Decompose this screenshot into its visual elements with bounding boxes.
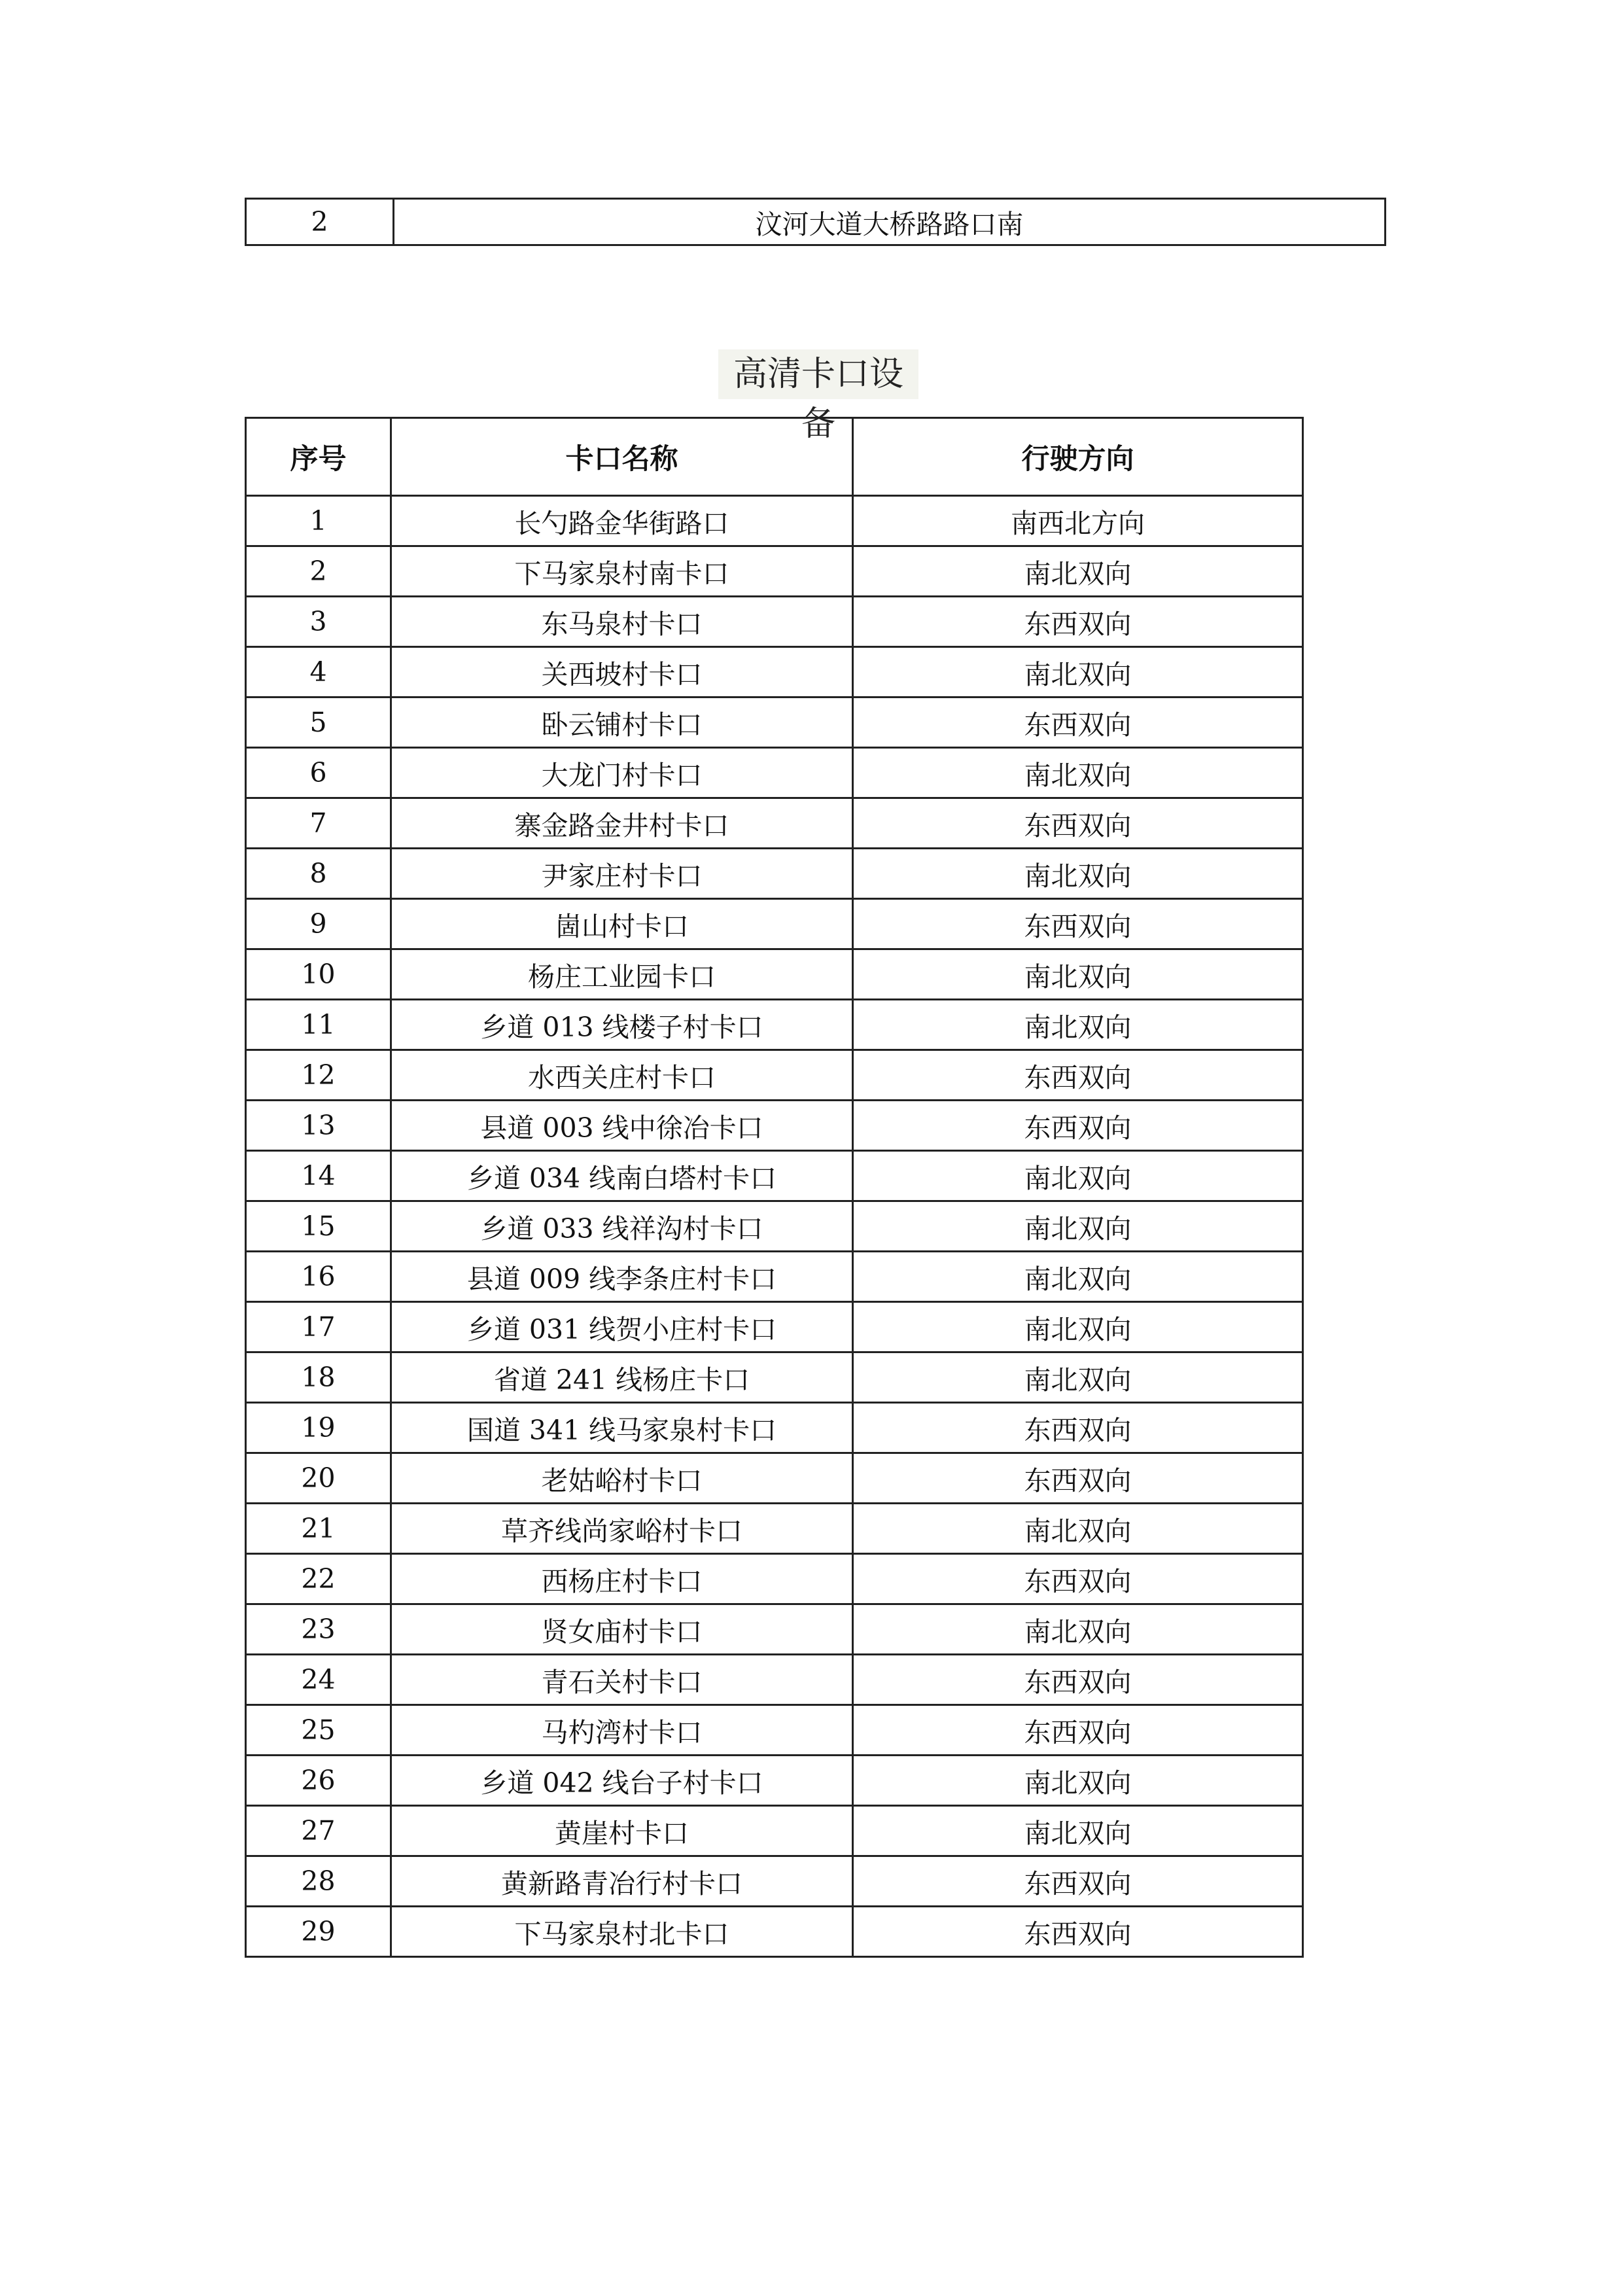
cell-direction: 东西双向 bbox=[853, 1655, 1303, 1705]
table-row bbox=[246, 1655, 1303, 1705]
cell-direction: 南北双向 bbox=[853, 1201, 1303, 1252]
cell-direction: 南北双向 bbox=[853, 1302, 1303, 1352]
table-row bbox=[246, 199, 1386, 245]
cell-no: 8 bbox=[246, 849, 391, 899]
cell-name: 下马家泉村南卡口 bbox=[391, 546, 853, 597]
cell-no: 20 bbox=[246, 1453, 391, 1504]
table-row bbox=[246, 1000, 1303, 1050]
cell-direction: 东西双向 bbox=[853, 1554, 1303, 1604]
cell-direction: 南北双向 bbox=[853, 546, 1303, 597]
table-row bbox=[246, 1604, 1303, 1655]
cell-direction: 南北双向 bbox=[853, 1806, 1303, 1856]
table-row bbox=[246, 1201, 1303, 1252]
continued-table-body bbox=[246, 199, 1386, 245]
cell-no: 25 bbox=[246, 1705, 391, 1756]
table-header-row bbox=[246, 418, 1303, 496]
cell-direction: 南北双向 bbox=[853, 1352, 1303, 1403]
cell-name: 长勺路金华街路口 bbox=[391, 496, 853, 546]
header-direction: 行驶方向 bbox=[853, 418, 1303, 496]
cell-direction: 东西双向 bbox=[853, 798, 1303, 849]
cell-direction: 南北双向 bbox=[853, 1604, 1303, 1655]
cell-name: 国道 341 线马家泉村卡口 bbox=[391, 1403, 853, 1453]
cell-no: 18 bbox=[246, 1352, 391, 1403]
cell-name: 县道 003 线中徐冶卡口 bbox=[391, 1101, 853, 1151]
cell-direction: 东西双向 bbox=[853, 1907, 1303, 1957]
table-row bbox=[246, 798, 1303, 849]
cell-no: 22 bbox=[246, 1554, 391, 1604]
cell-direction: 东西双向 bbox=[853, 1050, 1303, 1101]
cell-no: 28 bbox=[246, 1856, 391, 1907]
cell-no: 5 bbox=[246, 698, 391, 748]
cell-name: 大龙门村卡口 bbox=[391, 748, 853, 798]
header-no: 序号 bbox=[246, 418, 391, 496]
cell-direction: 南北双向 bbox=[853, 1151, 1303, 1201]
cell-direction: 南西北方向 bbox=[853, 496, 1303, 546]
cell-direction: 南北双向 bbox=[853, 1000, 1303, 1050]
cell-direction: 南北双向 bbox=[853, 1756, 1303, 1806]
cell-name: 省道 241 线杨庄卡口 bbox=[391, 1352, 853, 1403]
table-row bbox=[246, 1554, 1303, 1604]
cell-name: 乡道 013 线楼子村卡口 bbox=[391, 1000, 853, 1050]
table-row bbox=[246, 1504, 1303, 1554]
cell-no: 26 bbox=[246, 1756, 391, 1806]
table-row bbox=[246, 1101, 1303, 1151]
cell-no: 29 bbox=[246, 1907, 391, 1957]
table-row bbox=[246, 1705, 1303, 1756]
cell-no: 19 bbox=[246, 1403, 391, 1453]
table-row bbox=[246, 496, 1303, 546]
cell-no: 15 bbox=[246, 1201, 391, 1252]
table-row bbox=[246, 849, 1303, 899]
cell-name: 黄新路青冶行村卡口 bbox=[391, 1856, 853, 1907]
cell-direction: 东西双向 bbox=[853, 1101, 1303, 1151]
cell-direction: 南北双向 bbox=[853, 849, 1303, 899]
cell-no: 2 bbox=[246, 546, 391, 597]
header-name: 卡口名称 bbox=[391, 418, 853, 496]
cell-name: 县道 009 线李条庄村卡口 bbox=[391, 1252, 853, 1302]
cell-no: 12 bbox=[246, 1050, 391, 1101]
cell-name: 草齐线尚家峪村卡口 bbox=[391, 1504, 853, 1554]
continued-table bbox=[245, 198, 1386, 246]
cell-direction: 东西双向 bbox=[853, 899, 1303, 949]
checkpoint-table-body bbox=[246, 496, 1303, 1957]
cell-name: 贤女庙村卡口 bbox=[391, 1604, 853, 1655]
cell-direction: 南北双向 bbox=[853, 748, 1303, 798]
cell-no: 23 bbox=[246, 1604, 391, 1655]
table-row bbox=[246, 1151, 1303, 1201]
cell-direction: 南北双向 bbox=[853, 1504, 1303, 1554]
table-row bbox=[246, 899, 1303, 949]
cell-no: 16 bbox=[246, 1252, 391, 1302]
cell-no: 7 bbox=[246, 798, 391, 849]
table-row bbox=[246, 1352, 1303, 1403]
table-row bbox=[246, 1756, 1303, 1806]
table-row bbox=[246, 698, 1303, 748]
cell-direction: 南北双向 bbox=[853, 1252, 1303, 1302]
table-row bbox=[246, 949, 1303, 1000]
cell-name: 崮山村卡口 bbox=[391, 899, 853, 949]
cell-name: 西杨庄村卡口 bbox=[391, 1554, 853, 1604]
cell-no: 14 bbox=[246, 1151, 391, 1201]
cell-direction: 东西双向 bbox=[853, 1705, 1303, 1756]
table-row bbox=[246, 647, 1303, 698]
cell-name: 老姑峪村卡口 bbox=[391, 1453, 853, 1504]
table-row bbox=[246, 1050, 1303, 1101]
cell-no: 3 bbox=[246, 597, 391, 647]
cell-no: 6 bbox=[246, 748, 391, 798]
cell-name: 黄崖村卡口 bbox=[391, 1806, 853, 1856]
table-row bbox=[246, 546, 1303, 597]
cell-name: 寨金路金井村卡口 bbox=[391, 798, 853, 849]
cell-direction: 东西双向 bbox=[853, 1856, 1303, 1907]
cell-name: 东马泉村卡口 bbox=[391, 597, 853, 647]
table-row bbox=[246, 1403, 1303, 1453]
checkpoint-table bbox=[245, 417, 1304, 1958]
cell-no: 21 bbox=[246, 1504, 391, 1554]
cell-name: 乡道 033 线祥沟村卡口 bbox=[391, 1201, 853, 1252]
cell-name: 水西关庄村卡口 bbox=[391, 1050, 853, 1101]
cell-no: 10 bbox=[246, 949, 391, 1000]
cell-no: 9 bbox=[246, 899, 391, 949]
table-row bbox=[246, 1806, 1303, 1856]
cell-name: 尹家庄村卡口 bbox=[391, 849, 853, 899]
cell-no: 27 bbox=[246, 1806, 391, 1856]
cell-no: 11 bbox=[246, 1000, 391, 1050]
cell-direction: 南北双向 bbox=[853, 949, 1303, 1000]
cell-no: 17 bbox=[246, 1302, 391, 1352]
cell-direction: 东西双向 bbox=[853, 698, 1303, 748]
cell-name: 卧云铺村卡口 bbox=[391, 698, 853, 748]
cell-no: 13 bbox=[246, 1101, 391, 1151]
table-row bbox=[246, 1907, 1303, 1957]
cell-no: 24 bbox=[246, 1655, 391, 1705]
cell-name: 下马家泉村北卡口 bbox=[391, 1907, 853, 1957]
cell-name: 杨庄工业园卡口 bbox=[391, 949, 853, 1000]
section-title: 高清卡口设备 bbox=[718, 349, 918, 399]
table-row bbox=[246, 748, 1303, 798]
cell-name: 乡道 034 线南白塔村卡口 bbox=[391, 1151, 853, 1201]
cell-name: 马杓湾村卡口 bbox=[391, 1705, 853, 1756]
cell-name: 乡道 031 线贺小庄村卡口 bbox=[391, 1302, 853, 1352]
cell-name: 关西坡村卡口 bbox=[391, 647, 853, 698]
cell-direction: 南北双向 bbox=[853, 647, 1303, 698]
cell-no: 4 bbox=[246, 647, 391, 698]
cell-name: 乡道 042 线台子村卡口 bbox=[391, 1756, 853, 1806]
cell-no: 1 bbox=[246, 496, 391, 546]
cell-direction: 东西双向 bbox=[853, 1403, 1303, 1453]
cell-no: 2 bbox=[246, 199, 394, 245]
cell-name: 汶河大道大桥路路口南 bbox=[394, 199, 1386, 245]
cell-direction: 东西双向 bbox=[853, 1453, 1303, 1504]
table-row bbox=[246, 1856, 1303, 1907]
cell-name: 青石关村卡口 bbox=[391, 1655, 853, 1705]
table-row bbox=[246, 1453, 1303, 1504]
table-row bbox=[246, 1252, 1303, 1302]
table-row bbox=[246, 597, 1303, 647]
table-row bbox=[246, 1302, 1303, 1352]
cell-direction: 东西双向 bbox=[853, 597, 1303, 647]
